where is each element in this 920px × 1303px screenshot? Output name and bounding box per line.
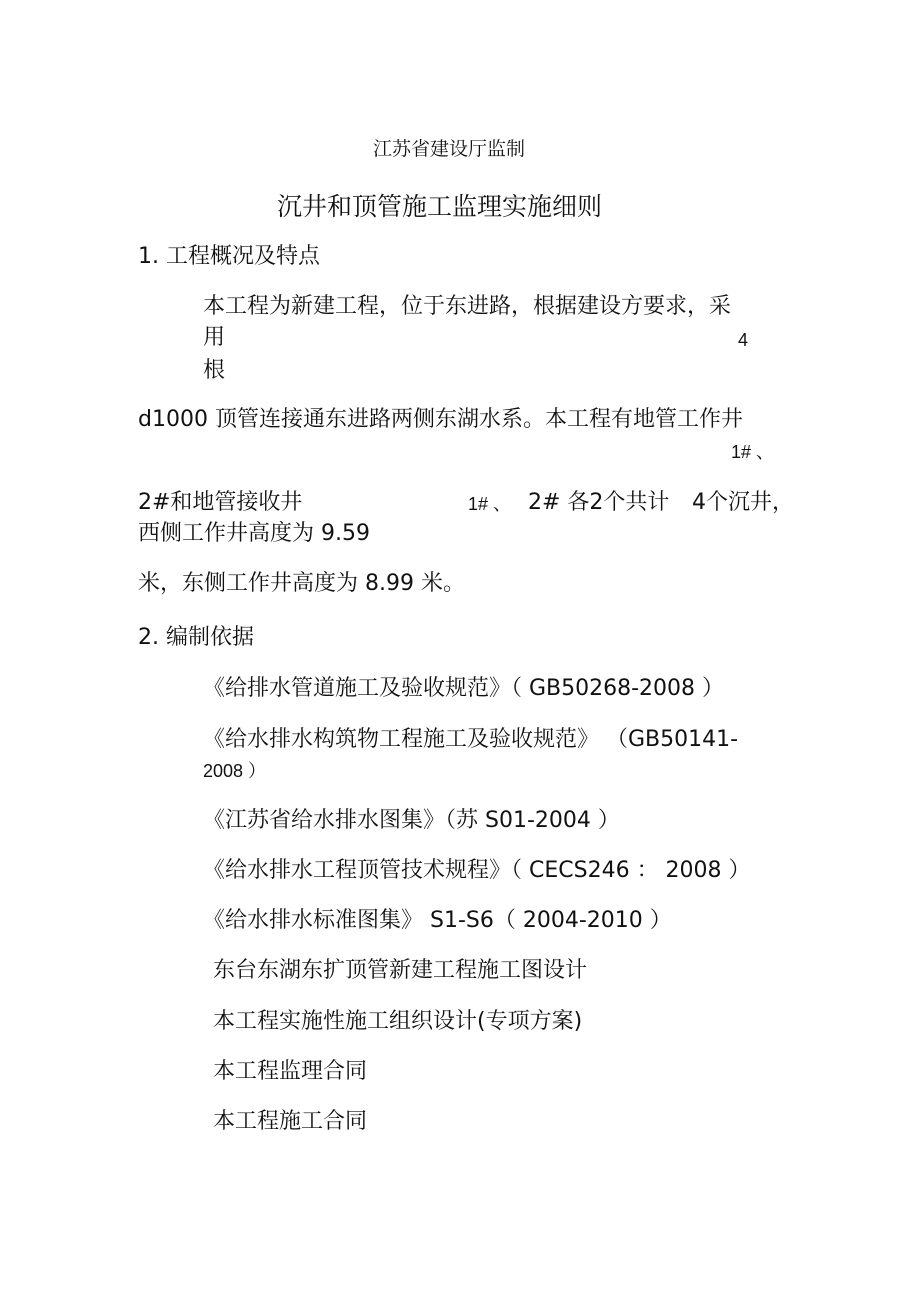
paragraph-fragment: 4 bbox=[738, 330, 749, 350]
paragraph-fragment: 4个沉井， bbox=[692, 490, 794, 515]
reference-item: 东台东湖东扩顶管新建工程施工图设计 bbox=[213, 958, 588, 983]
paragraph-fragment: 2# 各2个共计 bbox=[528, 490, 670, 515]
reference-item: 《给水排水工程顶管技术规程》（ CECS246 ： 2008 ） bbox=[203, 858, 751, 883]
paragraph-fragment: 1# 、 bbox=[468, 494, 512, 514]
issuing-authority: 江苏省建设厅监制 bbox=[373, 138, 526, 160]
paragraph-line: 米，东侧工作井高度为 8.99 米。 bbox=[138, 571, 465, 596]
reference-item: 《给水排水标准图集》 S1-S6（ 2004-2010 ） bbox=[203, 908, 672, 933]
paragraph-line: 西侧工作井高度为 9.59 bbox=[138, 521, 370, 546]
reference-item: 《给排水管道施工及验收规范》（ GB50268-2008 ） bbox=[203, 676, 725, 701]
section-1-heading: 1. 工程概况及特点 bbox=[138, 244, 320, 269]
reference-item: 本工程实施性施工组织设计(专项方案) bbox=[213, 1009, 583, 1034]
paragraph-line: 用 bbox=[203, 325, 226, 350]
paragraph-line: 根 bbox=[203, 358, 226, 383]
reference-item: 《给水排水构筑物工程施工及验收规范》 （GB50141- bbox=[203, 727, 739, 752]
reference-item: 本工程施工合同 bbox=[213, 1109, 368, 1134]
paragraph-line: d1000 顶管连接通东进路两侧东湖水系。本工程有地管工作井 bbox=[138, 407, 743, 432]
reference-item: 本工程监理合同 bbox=[213, 1059, 368, 1084]
reference-item: 《江苏省给水排水图集》（苏 S01-2004 ） bbox=[203, 808, 620, 833]
section-2-heading: 2. 编制依据 bbox=[138, 625, 254, 650]
paragraph-fragment: 1# 、 bbox=[731, 442, 775, 462]
document-title: 沉井和顶管施工监理实施细则 bbox=[277, 192, 603, 221]
reference-item-continued: 2008 ） bbox=[203, 761, 267, 781]
paragraph-line: 2#和地管接收井 bbox=[138, 490, 303, 515]
paragraph-line: 本工程为新建工程，位于东进路，根据建设方要求，采 bbox=[203, 294, 732, 319]
